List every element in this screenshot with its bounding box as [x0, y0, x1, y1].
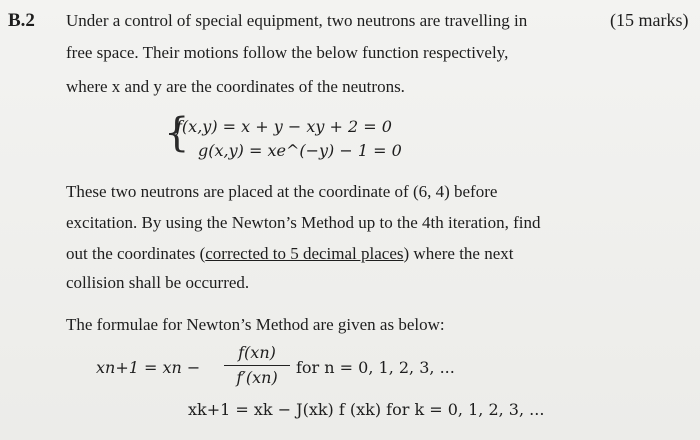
system-brace: { — [164, 110, 190, 156]
paragraph-line-4: collision shall be occurred. — [66, 273, 250, 292]
formula1-fraction — [224, 342, 290, 389]
formula1-condition: for n = 0, 1, 2, 3, ... — [296, 358, 455, 377]
fraction-bar — [224, 365, 290, 366]
underlined-precision: corrected to 5 decimal places — [205, 244, 404, 263]
formula1-denominator: f′(xn) — [236, 368, 278, 387]
paragraph-line-2: excitation. By using the Newton’s Method up to the 4th iteration, find — [66, 213, 541, 232]
formula1-lhs: xn+1 = xn − — [96, 358, 201, 377]
intro-line-2: free space. Their motions follow the below function respectively, — [66, 43, 509, 62]
formula1-numerator: f(xn) — [238, 343, 276, 362]
formulae-intro: The formulae for Newton’s Method are given as below: — [66, 315, 445, 334]
newton-formula-multivariate: xk+1 = xk − J(xk) f (xk) for k = 0, 1, 2, 3, ... — [188, 400, 545, 419]
intro-line-1: Under a control of special equipment, two neutrons are travelling in — [66, 11, 528, 30]
question-number: B.2 — [8, 10, 35, 31]
paragraph-line-1: These two neutrons are placed at the coordinate of (6, 4) before — [66, 182, 498, 201]
equation-g: g(x,y) = xe^(−y) − 1 = 0 — [198, 141, 402, 160]
question-marks: (15 marks) — [610, 10, 689, 30]
paragraph-line-3: out the coordinates (corrected to 5 decimal places) where the next — [66, 244, 514, 263]
intro-line-3: where x and y are the coordinates of the neutrons. — [66, 77, 405, 96]
equation-f: f(x,y) = x + y − xy + 2 = 0 — [176, 117, 392, 136]
